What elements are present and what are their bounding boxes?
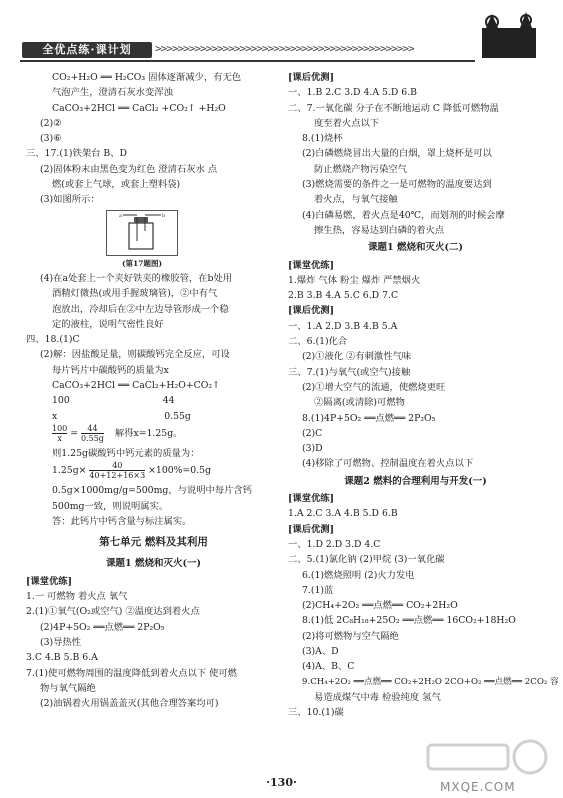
answer-line: 答：此钙片中钙含量与标注属实。 [52, 515, 192, 527]
answer-line: (2)①液化 ②有刺激性气味 [302, 351, 412, 363]
unit-title: 第七单元 燃料及其利用 [99, 536, 208, 549]
answer-line: (4)A、B、C [302, 661, 355, 673]
answer-line: 则1.25g碳酸钙中钙元素的质量为： [52, 447, 200, 459]
answer-line: 着火点，与氧气接触 [314, 194, 398, 206]
calc-line: 1.25g× $\frac{40}{40+12+16\times 3}$ ×100%=0.5g [52, 461, 212, 481]
answer-line: 定的液柱，说明气密性良好 [52, 318, 164, 330]
answer-line: 三、10.(1)碳 [288, 707, 344, 719]
answer-line: 二、5.(1)氯化钠 (2)甲烷 (3)一氧化碳 [288, 554, 445, 566]
answer-line: 7.(1)蓝 [302, 584, 334, 596]
answer-line: (3)导热性 [40, 636, 82, 648]
proportion-line: $\frac{100}{x}$ = $\frac{44}{0.55g}$ 解得x=1.25g。 [52, 423, 183, 443]
answer-line: (2)C [302, 427, 323, 439]
section-title: 课题2 燃料的合理利用与开发(一) [344, 475, 487, 487]
ratio-value: 100 [52, 395, 70, 407]
svg-text:a: a [119, 212, 122, 219]
ratio-value: x [52, 410, 58, 422]
answer-line: (3)燃烧需要的条件之一是可燃物的温度要达到 [302, 179, 492, 191]
answer-line: 1.爆炸 气体 粉尘 爆炸 严禁烟火 [288, 274, 421, 286]
answer-line: (3)A、D [302, 645, 339, 657]
answer-line: 度至着火点以下 [314, 117, 380, 129]
answer-line: 2.B 3.B 4.A 5.C 6.D 7.C [288, 290, 399, 302]
answer-line: 酒精灯微热(或用手握玻璃管)，②中有气 [52, 288, 218, 300]
subsection-label: [课后优测] [288, 72, 334, 83]
cartoon-corner-icon [478, 10, 540, 60]
answer-line: 擦生热，容易达到白磷的着火点 [314, 224, 445, 236]
ratio-value: 44 [162, 395, 175, 407]
equation-line: 8.(1)低 2C₈H₁₈+25O₂ ══点燃══ 16CO₂+18H₂O [302, 615, 516, 627]
left-column [26, 70, 281, 711]
answer-line: CaCO₃+2HCl ══ CaCl₂ +CO₂↑ +H₂O [52, 102, 226, 114]
section-title: 课题1 燃烧和灭火(二) [368, 242, 463, 254]
equation-line: 9.CH₄+2O₂ ══点燃══ CO₂+2H₂O 2CO+O₂ ══点燃══ 2CO₂ 容 [302, 676, 559, 687]
header-rule [20, 60, 475, 62]
header-chevrons: >>>>>>>>>>>>>>>>>>>>>>>>>>>>>>>>>>>>>>>>>>>>>> [155, 42, 414, 55]
fraction: $\frac{44}{0.55g}$ [80, 423, 104, 443]
answer-line: 2.(1)①氧气(O₂或空气) ②温度达到着火点 [26, 606, 200, 618]
gas-bottle-icon [107, 211, 177, 255]
subsection-label: [课堂优练] [288, 259, 334, 271]
apparatus-figure [106, 210, 178, 256]
header-banner: 全优点练·课计划 [22, 42, 152, 58]
answer-line: (4)白磷易燃，着火点是40℃，而划剂的时候会摩 [302, 209, 505, 221]
answer-line: 6.(1)燃烧照明 (2)火力发电 [302, 569, 415, 581]
right-column [288, 70, 559, 720]
watermark-text: MXQE.COM [440, 780, 516, 794]
answer-line: (2)将可燃物与空气隔绝 [302, 630, 399, 642]
fraction: $\frac{40}{40+12+16\times 3}$ [89, 461, 146, 481]
answer-line: 物与氧气隔绝 [40, 682, 96, 694]
equation-line: (2)4P+5O₂ ══点燃══ 2P₂O₅ [40, 621, 165, 633]
answer-line: 防止燃烧产物污染空气 [314, 163, 407, 175]
answer-line: 易造成煤气中毒 检验纯度 氢气 [314, 691, 441, 703]
answer-line: 3.C 4.B 5.B 6.A [26, 652, 98, 664]
subsection-label: [课后优测] [288, 523, 334, 535]
answer-line: 二、6.(1)化合 [288, 336, 348, 348]
fraction: $\frac{100}{x}$ [52, 423, 68, 443]
answer-text: 解得x=1.25g。 [114, 427, 183, 439]
answer-line: 1.一 可燃物 着火点 氧气 [26, 591, 128, 603]
answer-line: (2)② [40, 117, 62, 129]
answer-line: 8.(1)烧杯 [302, 133, 343, 145]
subsection-label: [课堂优练] [288, 493, 334, 505]
answer-line: 气泡产生，澄清石灰水变浑浊 [52, 87, 173, 99]
equation-line: (2)CH₄+2O₂ ══点燃══ CO₂+2H₂O [302, 600, 458, 612]
equation-line: CaCO₃+2HCl ══ CaCl₂+H₂O+CO₂↑ [52, 380, 220, 392]
answer-line: (3)⑥ [40, 133, 62, 145]
answer-line: (3)如图所示： [40, 194, 100, 206]
answer-line: (2)①增大空气的流通，使燃烧更旺 [302, 381, 446, 393]
answer-line: 一、1.B 2.C 3.D 4.A 5.D 6.B [288, 87, 417, 99]
answer-line: 一、1.D 2.D 3.D 4.C [288, 538, 381, 550]
page-number: ·130· [266, 776, 297, 789]
subsection-label: [课堂优练] [26, 575, 72, 587]
svg-text:b: b [162, 212, 166, 219]
subsection-label: [课后优测] [288, 305, 334, 317]
section-title: 课题1 燃烧和灭火(一) [106, 558, 201, 570]
answer-line: (4)移除了可燃物、控制温度在着火点以下 [302, 458, 474, 470]
ratio-row [26, 409, 281, 424]
page-header [0, 0, 563, 62]
answer-line: (3)D [302, 443, 323, 455]
answer-line: 1.A 2.C 3.A 4.B 5.D 6.B [288, 508, 398, 520]
answer-line: 一、1.A 2.D 3.B 4.B 5.A [288, 320, 398, 332]
answer-line: 二、7.一氧化碳 分子在不断地运动 C 降低可燃物温 [288, 102, 499, 114]
answer-line: ②隔离(或清除)可燃物 [314, 397, 405, 409]
ratio-value: 0.55g [164, 410, 191, 422]
answer-line: (2)白磷燃烧冒出大量的白烟，罩上烧杯是可以 [302, 148, 492, 160]
answer-line: (2)固体粉末由黑色变为红色 澄清石灰水 点 [40, 163, 218, 175]
answer-line: 7.(1)使可燃物周围的温度降低到着火点以下 使可燃 [26, 667, 237, 679]
answer-line: 泡放出，冷却后在②中左边导管形成一个稳 [52, 303, 229, 315]
answer-line: 500mg一致，则说明属实。 [52, 500, 169, 512]
answer-line: CO₂+H₂O ══ H₂CO₃ 固体逐渐减少，有无色 [52, 72, 242, 83]
answer-line: (4)在a处套上一个夹好铁夹的橡胶管，在b处用 [40, 272, 233, 284]
equation-line: 8.(1)4P+5O₂ ══点燃══ 2P₂O₅ [302, 412, 436, 424]
answer-line: (2)油锅着火用锅盖盖灭(其他合理答案均可) [40, 698, 219, 710]
ratio-row [26, 393, 281, 408]
figure-caption: (第17题图) [121, 258, 163, 268]
answer-line: 三、7.(1)与氧气(或空气)接触 [288, 366, 411, 378]
answer-line: (2)解：因盐酸足量，则碳酸钙完全反应，可设 [40, 349, 230, 361]
answer-line: 燃(或套上气球，或套上塑料袋) [52, 179, 181, 191]
answer-line: 每片钙片中碳酸钙的质量为x [52, 364, 169, 376]
answer-line: 四、18.(1)C [26, 334, 80, 346]
answer-line: 三、17.(1)铁架台 B、D [26, 148, 127, 160]
answer-line: 0.5g×1000mg/g=500mg，与说明中每片含钙 [52, 485, 253, 497]
